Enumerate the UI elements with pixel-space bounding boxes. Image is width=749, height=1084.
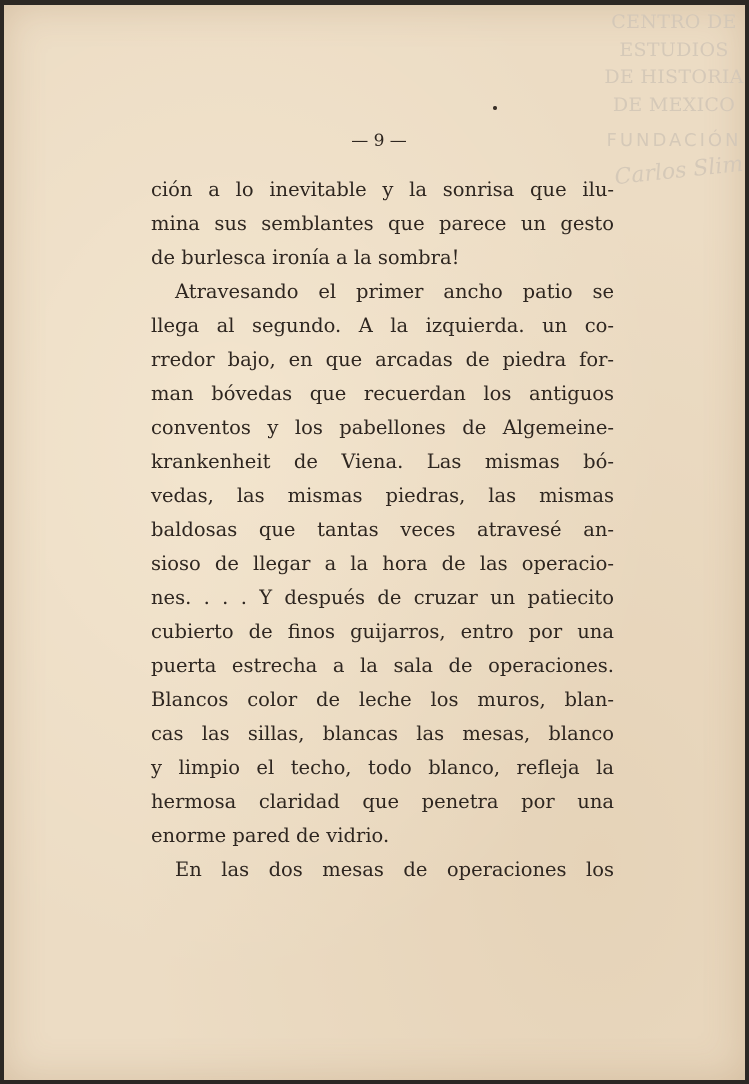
watermark-line: CENTRO DE	[611, 11, 737, 33]
text-line: vedas, las mismas piedras, las mismas	[151, 484, 614, 507]
watermark-line: DE HISTORIA	[604, 66, 744, 88]
text-line: Blancos color de leche los muros, blan-	[151, 688, 614, 711]
text-line: cas las sillas, blancas las mesas, blanco	[151, 722, 614, 745]
ink-speck	[493, 106, 497, 110]
text-line: hermosa claridad que penetra por una	[151, 790, 614, 813]
text-line: de burlesca ironía a la sombra!	[151, 246, 460, 269]
text-line: y limpio el techo, todo blanco, refleja la	[151, 756, 614, 779]
text-line: enorme pared de vidrio.	[151, 824, 390, 847]
text-line: man bóvedas que recuerdan los antiguos	[151, 382, 614, 405]
paragraph-start-line: Atravesando el primer ancho patio se	[175, 280, 614, 303]
watermark-line: DE MEXICO	[612, 93, 736, 116]
text-line: mina sus semblantes que parece un gesto	[151, 212, 614, 235]
watermark-foundation: FUNDACIÓN	[606, 130, 742, 151]
text-line: krankenheit de Viena. Las mismas bó-	[151, 450, 614, 473]
watermark-line: ESTUDIOS	[619, 38, 729, 61]
text-line: baldosas que tantas veces atravesé an-	[151, 518, 614, 541]
body-text	[151, 173, 614, 887]
watermark-signature: Carlos Slim	[613, 151, 745, 191]
paragraph-start-line: En las dos mesas de operaciones los	[175, 858, 614, 881]
text-line: puerta estrecha a la sala de operaciones.	[151, 654, 614, 677]
text-line: nes. . . . Y después de cruzar un patiecito	[151, 586, 614, 609]
document-page	[4, 5, 745, 1080]
text-line: cubierto de finos guijarros, entro por una	[151, 620, 614, 643]
text-line: ción a lo inevitable y la sonrisa que ilu-	[151, 178, 614, 201]
archive-watermark	[600, 9, 748, 191]
text-line: conventos y los pabellones de Algemeine-	[151, 416, 614, 439]
text-line: sioso de llegar a la hora de las operacio-	[151, 552, 614, 575]
page-number: — 9 —	[351, 131, 407, 151]
text-line: rredor bajo, en que arcadas de piedra for-	[151, 348, 614, 371]
text-line: llega al segundo. A la izquierda. un co-	[151, 314, 614, 337]
